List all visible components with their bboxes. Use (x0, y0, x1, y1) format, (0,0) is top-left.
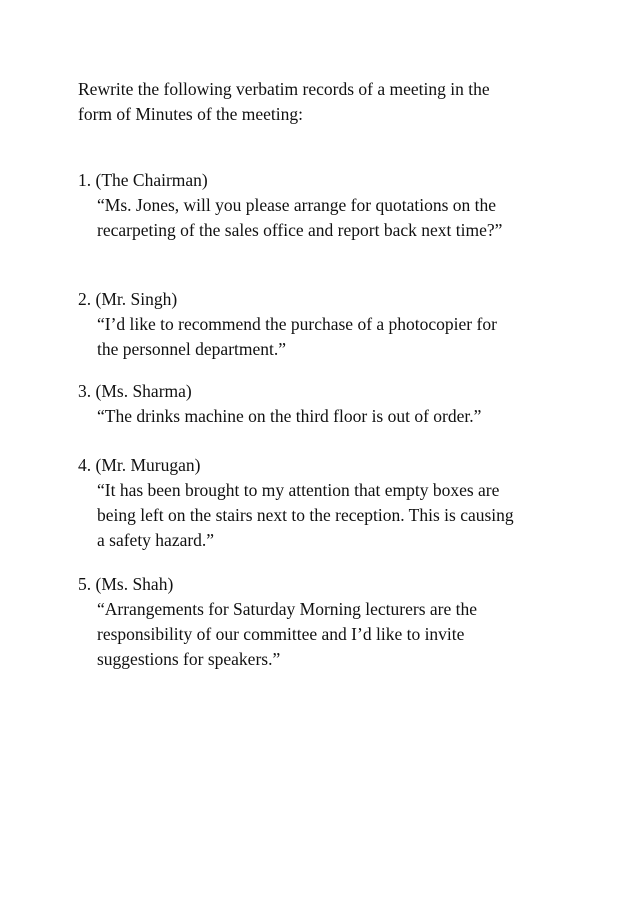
item-1-speaker: 1. (The Chairman) (78, 170, 208, 190)
item-3-quote-line-1: “The drinks machine on the third floor is out of order.” (97, 406, 482, 426)
item-4-quote-line-3: a safety hazard.” (97, 530, 215, 550)
item-5-quote-line-2: responsibility of our committee and I’d like to invite (97, 624, 465, 644)
item-4-quote-line-1: “It has been brought to my attention that empty boxes are (97, 480, 500, 500)
item-1-quote-line-2: recarpeting of the sales office and report back next time?” (97, 220, 503, 240)
item-5-speaker: 5. (Ms. Shah) (78, 574, 174, 594)
item-5-quote-line-3: suggestions for speakers.” (97, 649, 281, 669)
instruction-line-1: Rewrite the following verbatim records of a meeting in the (78, 79, 490, 99)
item-3-speaker: 3. (Ms. Sharma) (78, 381, 192, 401)
item-4-quote-line-2: being left on the stairs next to the reception. This is causing (97, 505, 514, 525)
item-1-quote-line-1: “Ms. Jones, will you please arrange for quotations on the (97, 195, 497, 215)
item-5-quote-line-1: “Arrangements for Saturday Morning lecturers are the (97, 599, 477, 619)
item-2-quote-line-2: the personnel department.” (97, 339, 287, 359)
instruction-line-2: form of Minutes of the meeting: (78, 104, 304, 124)
item-4-speaker: 4. (Mr. Murugan) (78, 455, 201, 475)
item-2-speaker: 2. (Mr. Singh) (78, 289, 178, 309)
item-2-quote-line-1: “I’d like to recommend the purchase of a photocopier for (97, 314, 497, 334)
